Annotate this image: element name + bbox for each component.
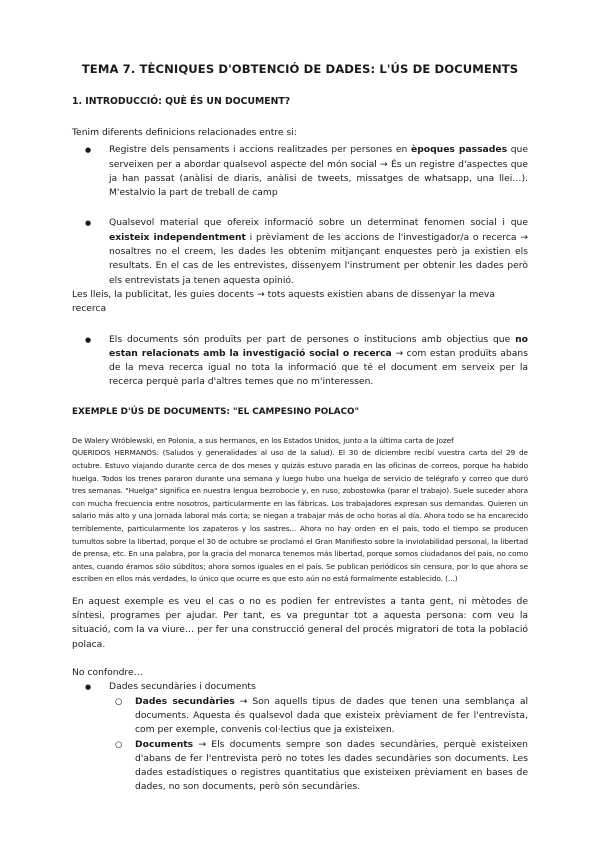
example-quote [72, 435, 528, 586]
section-heading-introduccio: 1. INTRODUCCIÓ: QUÈ ÉS UN DOCUMENT? [72, 96, 291, 107]
example-commentary: En aquest exemple es veu el cas o no es podien fer entrevistes a tanta gent, ni mètodes de síntesi, programes per ajudar. Per tant, es va preguntar tot a aquesta persona: com veu la situació, com la va viure… per fer una construcció general del procés migratori de tota la població polaca. [72, 595, 528, 650]
page-title: TEMA 7. TÈCNIQUES D'OBTENCIÓ DE DADES: L'ÚS DE DOCUMENTS [81, 62, 519, 76]
quote-first-line: De Walery Wróblewski, en Polonia, a sus hermanos, en los Estados Unidos, junto a la última carta de Jozef [72, 435, 454, 445]
definitions-list [82, 143, 528, 288]
list-item: ● Dades secundàries i documents ○ Dades secundàries → Son aquells tipus de dades que tenen una semblança al documents. Aquesta és qualsevol dada que existeix prèviament de fer l'entrevista, com per exemple, convenis col·lectius que ja existeixen. ○ Documents → Els documents sempre son dades secundàries, perquè existeixen d'abans de fer l'entrevista però no totes les dades secundàries son documents. Les dades estadístiques o registres quantitatius que existeixen prèviament en bases de dades, no son documents, però són secundàries. [82, 680, 528, 794]
sub-list [115, 695, 528, 795]
definitions-list-2 [82, 333, 528, 390]
sub-list-item-documents: ○ Documents → Els documents sempre son dades secundàries, perquè existeixen d'abans de fer l'entrevista però no totes les dades secundàries son documents. Les dades estadístiques o registres quantitatius que existeixen prèviament en bases de dades, no son documents, però són secundàries. [115, 738, 528, 795]
example-heading: EXEMPLE D'ÚS DE DOCUMENTS: "EL CAMPESINO POLACO" [72, 406, 360, 417]
no-confondre-label: No confondre… [72, 667, 143, 679]
quote-body: QUERIDOS HERMANOS: (Saludos y generalidades al uso de la salud). El 30 de diciembre recibí vuestra carta del 29 de octubre. Estuvo viajando durante cerca de dos meses y quizás estuvo parada en las oficinas de correos, porque ha habido huelga. Todos los trenes pararon durante una semana y luego hubo una huelga de servicio de telégrafo y correo que duró tres semanas. "Huelga" significa en nuestra lengua bezrobocie y, en ruso, zobostowka (parar el trabajo). Suele suceder ahora con mucha frecuencia entre nosotros, particularmente en las fábricas. Los trabajadores expresan sus demandas. Quieren un salario más alto y una jornada laboral más corta; se niegan a trabajar más de ocho horas al día. Ahora todo se ha encarecido terriblemente, particularmente los zapateros y los sastres... Ahora no hay orden en el país, todo el tiempo se producen tumultos sobre la libertad, porque el 30 de octubre se proclamó el Gran Manifiesto sobre la inviolabilidad personal, la libertad de prensa, etc. En una palabra, por la gracia del monarca tenemos más libertad, porque somos ciudadanos del país, no como antes, cuando éramos sólo súbditos; ahora somos iguales en el país. Se publican periódicos sin censura, por lo que ahora se escriben en ellos más verdades, lo único que ocurre es que esto aún no está formalmente establecido. (...) [72, 448, 528, 584]
list-item: ● Qualsevol material que ofereix informació sobre un determinat fenomen social i que existeix independentment i prèviament de les accions de l'investigador/a o recerca → nosaltres no el creem, les dades les obtenim mitjançant enquestes però ja existien els resultats. En el cas de les entrevistes, dissenyem l'instrument per obtenir les dades però els entrevistats ja tenen aquesta opinió. [82, 216, 528, 287]
intro-paragraph: Tenim diferents definicions relacionades entre si: [72, 127, 297, 138]
list-item: ● Els documents són produïts per part de persones o institucions amb objectius que no estan relacionats amb la investigació social o recerca → com estan produïts abans de la meva recerca igual no tota la informació que té el document em serveix per la recerca perquè parla d'altres temes que no m'interessen. [82, 333, 528, 390]
no-confondre-list [82, 680, 528, 794]
list-item: ● Registre dels pensaments i accions realitzades per persones en èpoques passades que serveixen per a abordar qualsevol aspecte del món social → És un registre d'aspectes que ja han passat (anàlisi de diaris, anàlisi de tweets, missatges de whatsapp, una llei…). M'estalvio la part de treball de camp [82, 143, 528, 200]
paragraph-lleis: Les lleis, la publicitat, les guies docents → tots aquests existien abans de dissenyar la meva recerca [72, 288, 495, 315]
sub-list-item-dades-secundaries: ○ Dades secundàries → Son aquells tipus de dades que tenen una semblança al documents. Aquesta és qualsevol dada que existeix prèviament de fer l'entrevista, com per exemple, convenis col·lectius que ja existeixen. [115, 695, 528, 738]
